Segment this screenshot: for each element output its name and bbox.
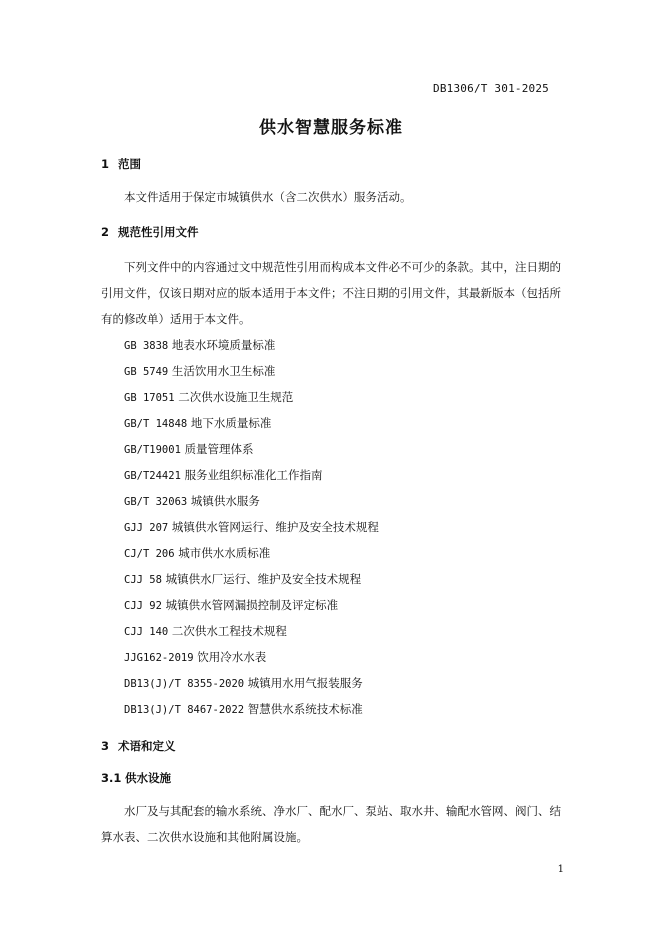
reference-name: 智慧供水系统技术标准 xyxy=(247,702,363,716)
reference-item xyxy=(124,670,379,696)
section-title: 范围 xyxy=(118,157,141,171)
reference-name: 质量管理体系 xyxy=(184,442,254,456)
reference-name: 生活饮用水卫生标准 xyxy=(171,364,276,378)
section-3-1-heading xyxy=(101,770,171,786)
reference-code: GB 17051 xyxy=(124,392,175,404)
reference-name: 城镇供水服务 xyxy=(190,494,260,508)
document-title: 供水智慧服务标准 xyxy=(259,118,403,138)
reference-item xyxy=(124,618,379,644)
reference-code: CJJ 140 xyxy=(124,626,169,638)
reference-code: GB/T 32063 xyxy=(124,496,188,508)
reference-name: 二次供水工程技术规程 xyxy=(171,624,287,638)
section-3-heading xyxy=(101,738,176,754)
reference-item xyxy=(124,566,379,592)
reference-item xyxy=(124,436,379,462)
reference-code: GB/T19001 xyxy=(124,444,181,456)
reference-code: GB/T24421 xyxy=(124,470,181,482)
reference-item xyxy=(124,332,379,358)
reference-item xyxy=(124,644,379,670)
section-number: 1 xyxy=(101,157,110,171)
document-code: DB1306/T 301-2025 xyxy=(433,82,549,95)
reference-code: CJ/T 206 xyxy=(124,548,175,560)
reference-item xyxy=(124,358,379,384)
section-title: 规范性引用文件 xyxy=(118,225,199,239)
section-number: 3.1 xyxy=(101,771,122,785)
reference-item xyxy=(124,514,379,540)
reference-code: DB13(J)/T 8355-2020 xyxy=(124,678,245,690)
section-number: 3 xyxy=(101,739,110,753)
section-title: 术语和定义 xyxy=(118,739,176,753)
reference-name: 地表水环境质量标准 xyxy=(171,338,276,352)
reference-item xyxy=(124,384,379,410)
reference-name: 城市供水水质标准 xyxy=(178,546,271,560)
reference-name: 城镇用水用气报装服务 xyxy=(247,676,363,690)
reference-code: GB 5749 xyxy=(124,366,169,378)
reference-code: GB 3838 xyxy=(124,340,169,352)
section-number: 2 xyxy=(101,225,110,239)
reference-item xyxy=(124,488,379,514)
reference-item xyxy=(124,696,379,722)
section-1-text: 本文件适用于保定市城镇供水（含二次供水）服务活动。 xyxy=(124,190,412,204)
reference-name: 二次供水设施卫生规范 xyxy=(178,390,294,404)
section-2-heading xyxy=(101,224,199,240)
reference-item xyxy=(124,410,379,436)
section-1-heading xyxy=(101,156,141,172)
reference-list xyxy=(124,332,379,722)
reference-item xyxy=(124,462,379,488)
reference-code: CJJ 58 xyxy=(124,574,162,586)
reference-item xyxy=(124,592,379,618)
reference-code: GB/T 14848 xyxy=(124,418,188,430)
reference-item xyxy=(124,540,379,566)
section-3-1-text: 水厂及与其配套的输水系统、净水厂、配水厂、泵站、取水井、输配水管网、阀门、结算水表、二次供水设施和其他附属设施。 xyxy=(101,804,561,844)
reference-name: 城镇供水管网漏损控制及评定标准 xyxy=(165,598,339,612)
reference-code: CJJ 92 xyxy=(124,600,162,612)
reference-name: 地下水质量标准 xyxy=(190,416,272,430)
reference-name: 服务业组织标准化工作指南 xyxy=(184,468,323,482)
reference-code: GJJ 207 xyxy=(124,522,169,534)
reference-code: DB13(J)/T 8467-2022 xyxy=(124,704,245,716)
section-title: 供水设施 xyxy=(125,771,171,785)
reference-name: 城镇供水厂运行、维护及安全技术规程 xyxy=(165,572,362,586)
reference-code: JJG162-2019 xyxy=(124,652,194,664)
section-2-text: 下列文件中的内容通过文中规范性引用而构成本文件必不可少的条款。其中，注日期的引用文件，仅该日期对应的版本适用于本文件；不注日期的引用文件，其最新版本（包括所有的修改单）适用于本文件。 xyxy=(101,260,561,326)
reference-name: 城镇供水管网运行、维护及安全技术规程 xyxy=(171,520,379,534)
page-number: 1 xyxy=(557,864,564,875)
reference-name: 饮用冷水水表 xyxy=(197,650,267,664)
